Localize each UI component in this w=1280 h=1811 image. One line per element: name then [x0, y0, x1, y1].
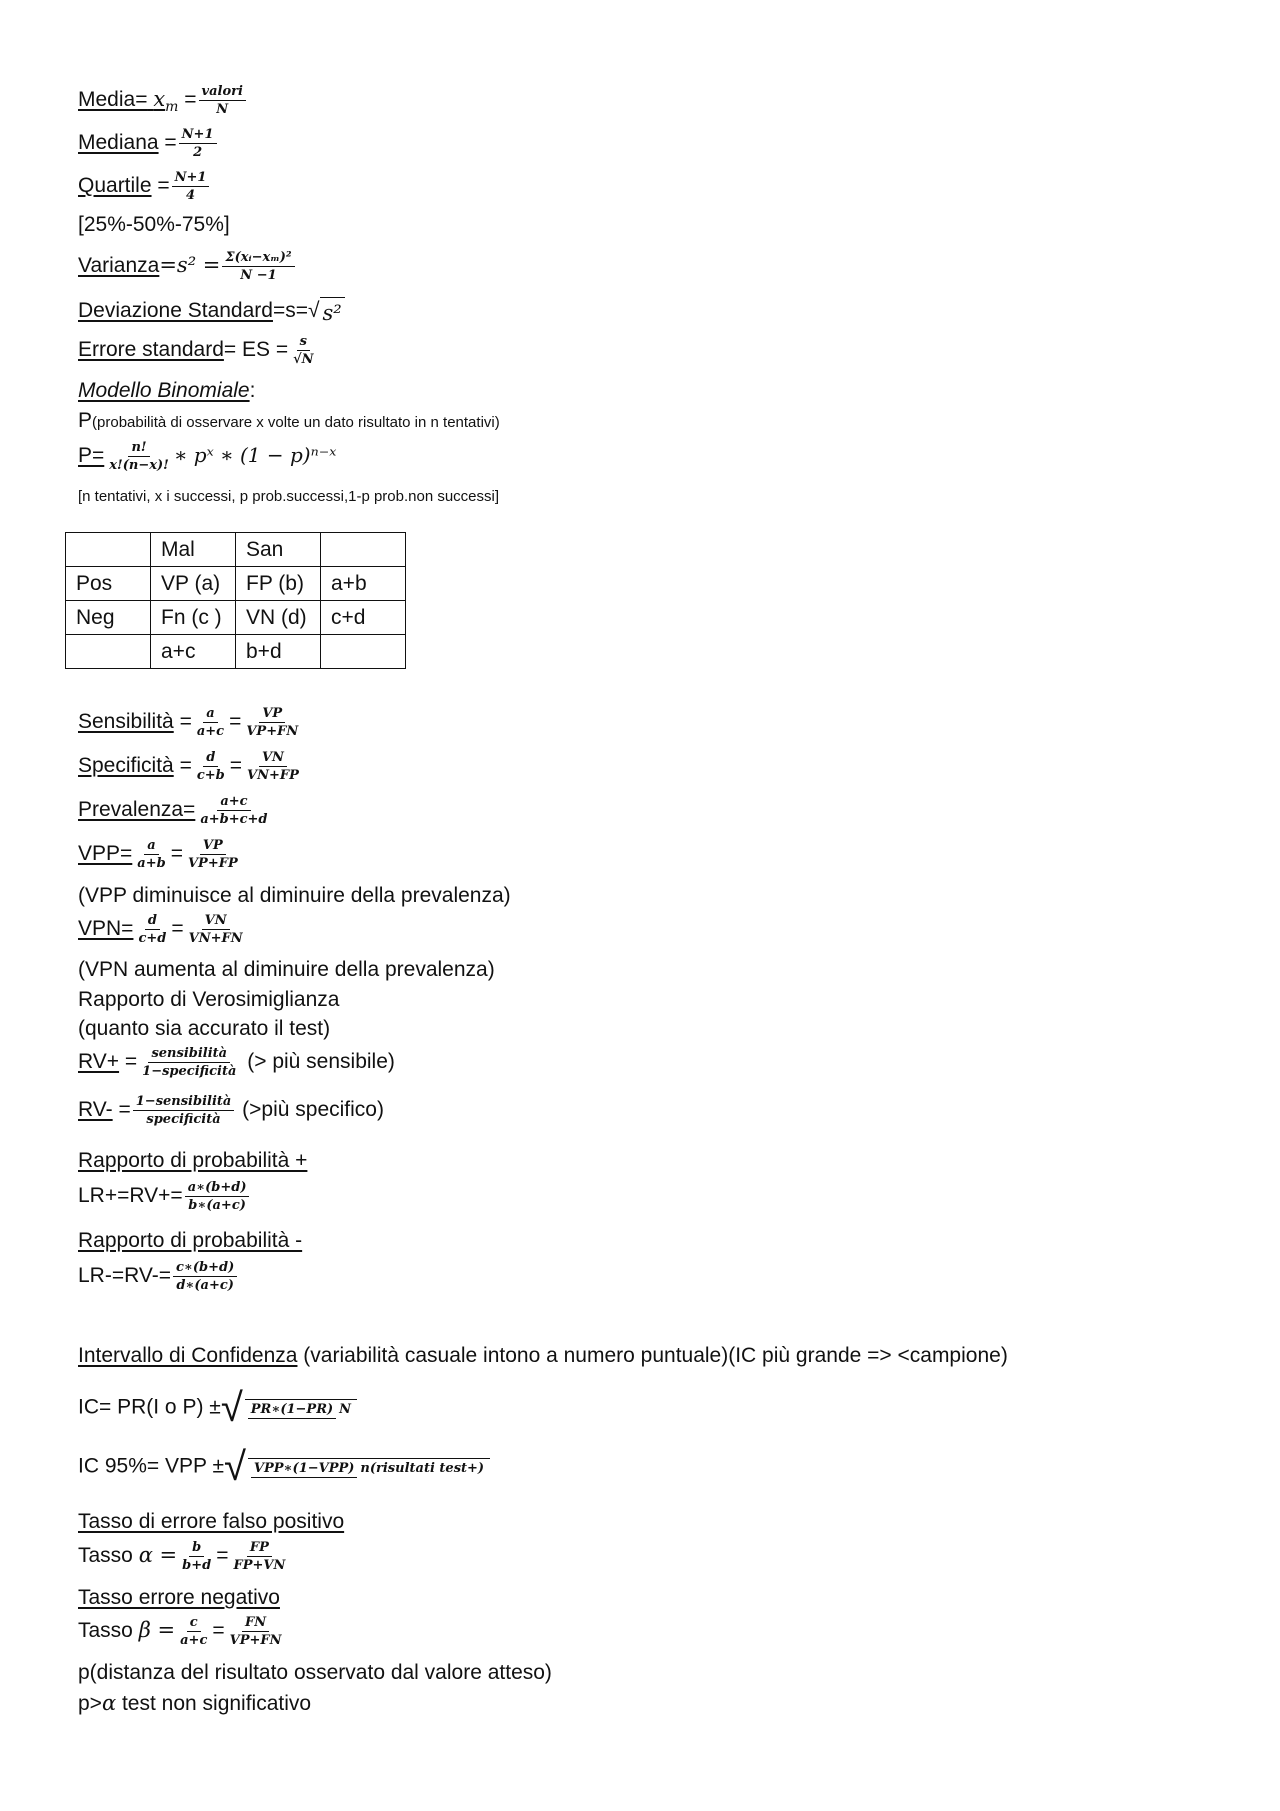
rvplus-line: RV+ = sensibilità 1−specificità (> più sensibile): [78, 1046, 395, 1079]
table-cell: San: [236, 533, 321, 567]
varianza-line: Varianza=s² = $\frac{\text{Σ(xᵢ−xₘ)²}}{N -1}$: [78, 250, 297, 283]
p-test-line: p>α test non significativo: [78, 1691, 312, 1715]
sensibilita-fraction-1: $\frac{a}{a+c}$: [196, 706, 225, 739]
contingency-table: [65, 532, 406, 669]
errstd-label: Errore standard: [78, 338, 224, 362]
media-line: Media= $x_m$ = valori N: [78, 84, 248, 120]
table-cell: [321, 533, 406, 567]
mediana-label: Mediana: [78, 131, 159, 155]
devstd-line: Deviazione Standard=s=√ s²: [78, 297, 345, 326]
alpha-fraction-2: $\frac{FP}{FP+VN}$: [233, 1540, 286, 1573]
table-cell: VP (a): [151, 567, 236, 601]
mediana-fraction: $\frac{N+1}{2}$: [179, 127, 217, 160]
mediana-line: Mediana = $\frac{N+1}{2}$: [78, 127, 219, 160]
fn-rate-title: Tasso errore negativo: [78, 1586, 280, 1609]
fp-rate-title: Tasso di errore falso positivo: [78, 1510, 345, 1533]
table-cell: FP (b): [236, 567, 321, 601]
errstd-line: Errore standard= ES = $\frac{s}{√N}$: [78, 334, 319, 367]
vpp-fraction-2: $\frac{VP}{VP+FP}$: [187, 838, 238, 871]
table-cell: a+c: [151, 635, 236, 669]
vpn-note: (VPN aumenta al diminuire della prevalenza): [78, 958, 495, 981]
sensibilita-fraction-2: $\frac{VP}{VP+FN}$: [246, 706, 299, 739]
media-fraction: valori N: [199, 84, 246, 117]
binomiale-description: P(probabilità di osservare x volte un dato risultato in n tentativi): [78, 409, 500, 432]
devstd-radicand: s²: [320, 297, 345, 326]
lrminus-fraction: $\frac{c∗(b+d)}{d∗(a+c)}$: [173, 1260, 237, 1293]
table-row: [66, 533, 406, 567]
prevalenza-fraction: $\frac{a+c}{a+b+c+d}$: [200, 794, 268, 827]
table-cell: Neg: [66, 601, 151, 635]
sqrt-icon: √: [223, 1444, 246, 1490]
vpn-line: VPN= $\frac{d}{c+d}$ = $\frac{VN}{VN+FN}$: [78, 913, 248, 946]
quartile-percentiles: [25%-50%-75%]: [78, 213, 230, 236]
sensibilita-line: Sensibilità = $\frac{a}{a+c}$ = $\frac{VP}{VP+FN}$: [78, 706, 303, 739]
lrplus-fraction: $\frac{a∗(b+d)}{b∗(a+c)}$: [185, 1180, 250, 1213]
specificita-fraction-2: $\frac{VN}{VN+FP}$: [247, 750, 299, 783]
alpha-fraction-1: $\frac{b}{b+d}$: [182, 1540, 212, 1573]
binomiale-fraction: $\frac{n!}{x!(n-x)!}$: [109, 440, 169, 473]
ic95-line: IC 95%= VPP ±√ VPP∗(1−VPP) n(risultati test+): [78, 1447, 492, 1487]
rvminus-fraction: 1−sensibilità specificità: [133, 1094, 235, 1127]
quartile-label: Quartile: [78, 174, 152, 198]
specificita-fraction-1: $\frac{d}{c+b}$: [196, 750, 225, 783]
table-cell: Mal: [151, 533, 236, 567]
ic-fraction: PR∗(1−PR) N: [245, 1399, 357, 1417]
sqrt-icon: √: [308, 299, 320, 323]
table-cell: [66, 635, 151, 669]
lrminus-title: Rapporto di probabilità -: [78, 1229, 303, 1252]
rvplus-fraction: sensibilità 1−specificità: [142, 1046, 237, 1079]
table-row: [66, 601, 406, 635]
rvminus-line: RV- = 1−sensibilità specificità (>più specifico): [78, 1094, 384, 1127]
specificita-line: Specificità = $\frac{d}{c+b}$ = $\frac{VN}{VN+FP}$: [78, 750, 304, 783]
lrminus-line: LR-=RV-= $\frac{c∗(b+d)}{d∗(a+c)}$: [78, 1260, 239, 1293]
varianza-label: Varianza: [78, 254, 160, 278]
sqrt-icon: √: [220, 1385, 243, 1431]
table-cell: [66, 533, 151, 567]
alpha-line: Tasso α = $\frac{b}{b+d}$ = $\frac{FP}{FP+VN}$: [78, 1540, 290, 1573]
devstd-label: Deviazione Standard: [78, 299, 273, 323]
vpp-fraction-1: $\frac{a}{a+b}$: [137, 838, 166, 871]
ic95-fraction: VPP∗(1−VPP) n(risultati test+): [248, 1458, 490, 1476]
errstd-fraction: $\frac{s}{√N}$: [293, 334, 314, 367]
p-description: p(distanza del risultato osservato dal valore atteso): [78, 1661, 552, 1684]
prevalenza-line: Prevalenza= $\frac{a+c}{a+b+c+d}$: [78, 794, 273, 827]
beta-fraction-2: $\frac{FN}{VP+FN}$: [229, 1615, 282, 1648]
binomiale-title: Modello Binomiale:: [78, 379, 256, 402]
lrplus-title: Rapporto di probabilità +: [78, 1149, 308, 1172]
binomiale-formula: P= $\frac{n!}{x!(n-x)!}$ ∗ pˣ ∗ (1 − p)ⁿ⁻ˣ: [78, 440, 337, 473]
table-cell: b+d: [236, 635, 321, 669]
confidence-title: Intervallo di Confidenza: [78, 1344, 298, 1367]
rv-description: (quanto sia accurato il test): [78, 1017, 331, 1040]
table-cell: c+d: [321, 601, 406, 635]
lrplus-line: LR+=RV+= $\frac{a∗(b+d)}{b∗(a+c)}$: [78, 1180, 251, 1213]
table-cell: VN (d): [236, 601, 321, 635]
table-cell: [321, 635, 406, 669]
vpp-note: (VPP diminuisce al diminuire della prevalenza): [78, 884, 511, 907]
table-row: [66, 567, 406, 601]
vpn-fraction-1: $\frac{d}{c+d}$: [138, 913, 167, 946]
beta-fraction-1: $\frac{c}{a+c}$: [180, 1615, 208, 1648]
quartile-line: Quartile = $\frac{N+1}{4}$: [78, 170, 211, 203]
rv-title: Rapporto di Verosimiglianza: [78, 988, 340, 1011]
quartile-fraction: $\frac{N+1}{4}$: [172, 170, 210, 203]
confidence-title-line: Intervallo di Confidenza (variabilità casuale intono a numero puntuale)(IC più grande => <campione): [78, 1344, 1008, 1367]
table-cell: a+b: [321, 567, 406, 601]
varianza-fraction: $\frac{\text{Σ(xᵢ−xₘ)²}}{N -1}$: [222, 250, 294, 283]
vpn-fraction-2: $\frac{VN}{VN+FN}$: [188, 913, 243, 946]
beta-line: Tasso β = $\frac{c}{a+c}$ = $\frac{FN}{VP+FN}$: [78, 1615, 287, 1648]
table-cell: Pos: [66, 567, 151, 601]
vpp-line: VPP= $\frac{a}{a+b}$ = $\frac{VP}{VP+FP}$: [78, 838, 243, 871]
binomiale-note: [n tentativi, x i successi, p prob.successi,1-p prob.non successi]: [78, 488, 500, 505]
table-row: [66, 635, 406, 669]
ic-line: IC= PR(I o P) ±√ PR∗(1−PR) N: [78, 1388, 359, 1428]
table-cell: Fn (c ): [151, 601, 236, 635]
media-label: Media= $x_m$: [78, 87, 179, 116]
